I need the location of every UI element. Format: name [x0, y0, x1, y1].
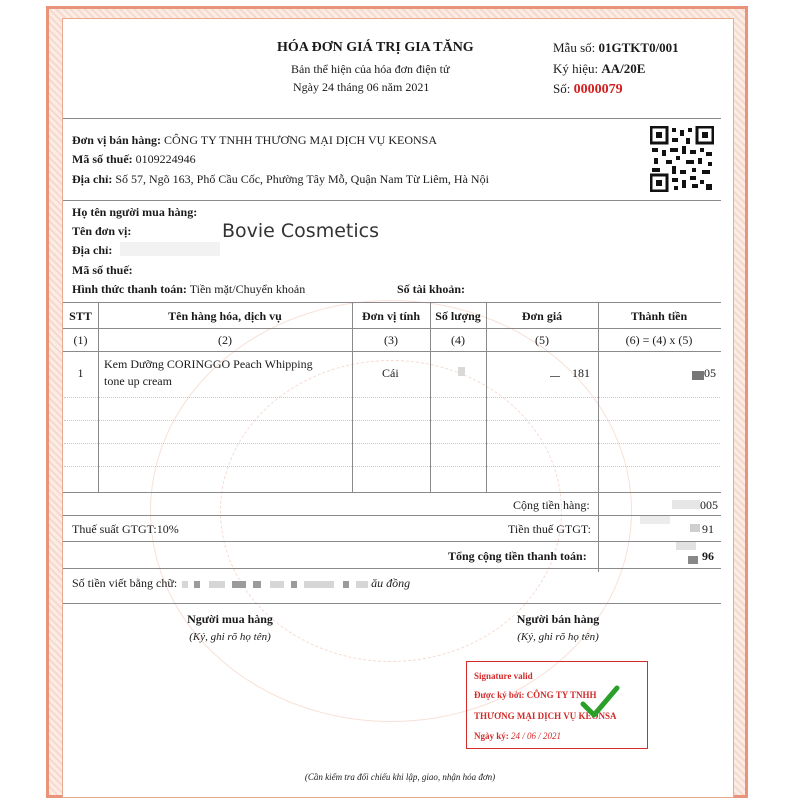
- check-icon: [580, 684, 620, 720]
- grand-total-label: Tổng cộng tiền thanh toán:: [448, 549, 587, 563]
- col-sub-3: (3): [384, 333, 398, 347]
- seller-address: Địa chỉ: Số 57, Ngõ 163, Phố Cầu Cốc, Phường Tây Mỗ, Quận Nam Từ Liêm, Hà Nội: [72, 172, 489, 186]
- seller-tax-code: Mã số thuế: 0109224946: [72, 152, 196, 166]
- buyer-name-label: Họ tên người mua hàng:: [72, 205, 198, 219]
- invoice-number: Số: 0000079: [553, 81, 623, 97]
- row-qty-redacted: [458, 367, 465, 376]
- buyer-unit-label: Tên đơn vị:: [72, 224, 132, 238]
- col-sub-4: (4): [451, 333, 465, 347]
- seller-signature-note: (Ký, ghi rõ họ tên): [517, 631, 599, 643]
- redacted-address: [120, 242, 220, 256]
- col-sub-5: (5): [535, 333, 549, 347]
- invoice-subtitle: Bản thể hiện của hóa đơn điện tử: [291, 62, 450, 76]
- seller-signature-title: Người bán hàng: [516, 612, 600, 626]
- stamp-date: Ngày ký: 24 / 06 / 2021: [474, 731, 562, 741]
- grand-total-value: 96: [702, 549, 714, 563]
- account-number-label: Số tài khoản:: [397, 282, 466, 296]
- payment-method: Hình thức thanh toán: Tiền mặt/Chuyển khoản: [72, 282, 306, 296]
- subtotal-label: Cộng tiền hàng:: [513, 498, 590, 512]
- vat-rate: Thuế suất GTGT:10%: [72, 522, 179, 536]
- col-header-price: Đơn giá: [521, 309, 563, 323]
- row-product-name: Kem Dưỡng CORINGGO Peach Whipping tone up cream: [104, 357, 313, 388]
- invoice-title: HÓA ĐƠN GIÁ TRỊ GIA TĂNG: [277, 40, 474, 55]
- vat-value: 91: [702, 522, 714, 536]
- amount-in-words: Số tiền viết bằng chữ: ău đồng: [72, 576, 411, 590]
- col-header-amount: Thành tiền: [630, 309, 688, 323]
- footer-note: (Cần kiểm tra đối chiếu khi lập, giao, nhận hóa đơn): [304, 772, 496, 782]
- buyer-signature-note: (Ký, ghi rõ họ tên): [189, 631, 271, 643]
- col-sub-2: (2): [218, 333, 232, 347]
- subtotal-value: 005: [700, 498, 718, 512]
- col-header-qty: Số lượng: [435, 309, 481, 323]
- stamp-valid: Signature valid: [474, 671, 533, 681]
- buyer-tax-label: Mã số thuế:: [72, 263, 133, 277]
- col-header-name: Tên hàng hóa, dịch vụ: [168, 309, 282, 323]
- stamp-company: THƯƠNG MẠI DỊCH VỤ KEONSA: [474, 711, 617, 721]
- buyer-address-label: Địa chỉ:: [72, 243, 113, 257]
- invoice-symbol: Ký hiệu: AA/20E: [553, 61, 646, 76]
- form-number: Mẫu số: 01GTKT0/001: [553, 40, 679, 55]
- col-sub-6: (6) = (4) x (5): [625, 333, 693, 347]
- seller-name: Đơn vị bán hàng: CÔNG TY TNHH THƯƠNG MẠI DỊCH VỤ KEONSA: [72, 133, 437, 147]
- qr-code-icon: [650, 126, 714, 192]
- col-header-unit: Đơn vị tính: [362, 309, 420, 323]
- col-header-stt: STT: [69, 309, 92, 323]
- row-unit: Cái: [382, 366, 399, 380]
- buyer-signature-title: Người mua hàng: [187, 612, 273, 626]
- stamp-signed-by: Được ký bởi: CÔNG TY TNHH: [474, 690, 597, 700]
- col-sub-1: (1): [73, 333, 88, 347]
- overlay-text: Bovie Cosmetics: [222, 220, 379, 242]
- row-stt: 1: [77, 366, 84, 380]
- invoice-date: Ngày 24 tháng 06 năm 2021: [293, 80, 430, 94]
- row-amount-redacted: [692, 371, 704, 380]
- vat-label: Tiền thuế GTGT:: [508, 522, 591, 536]
- row-price: 181: [572, 366, 590, 380]
- row-amount: 05: [704, 366, 716, 380]
